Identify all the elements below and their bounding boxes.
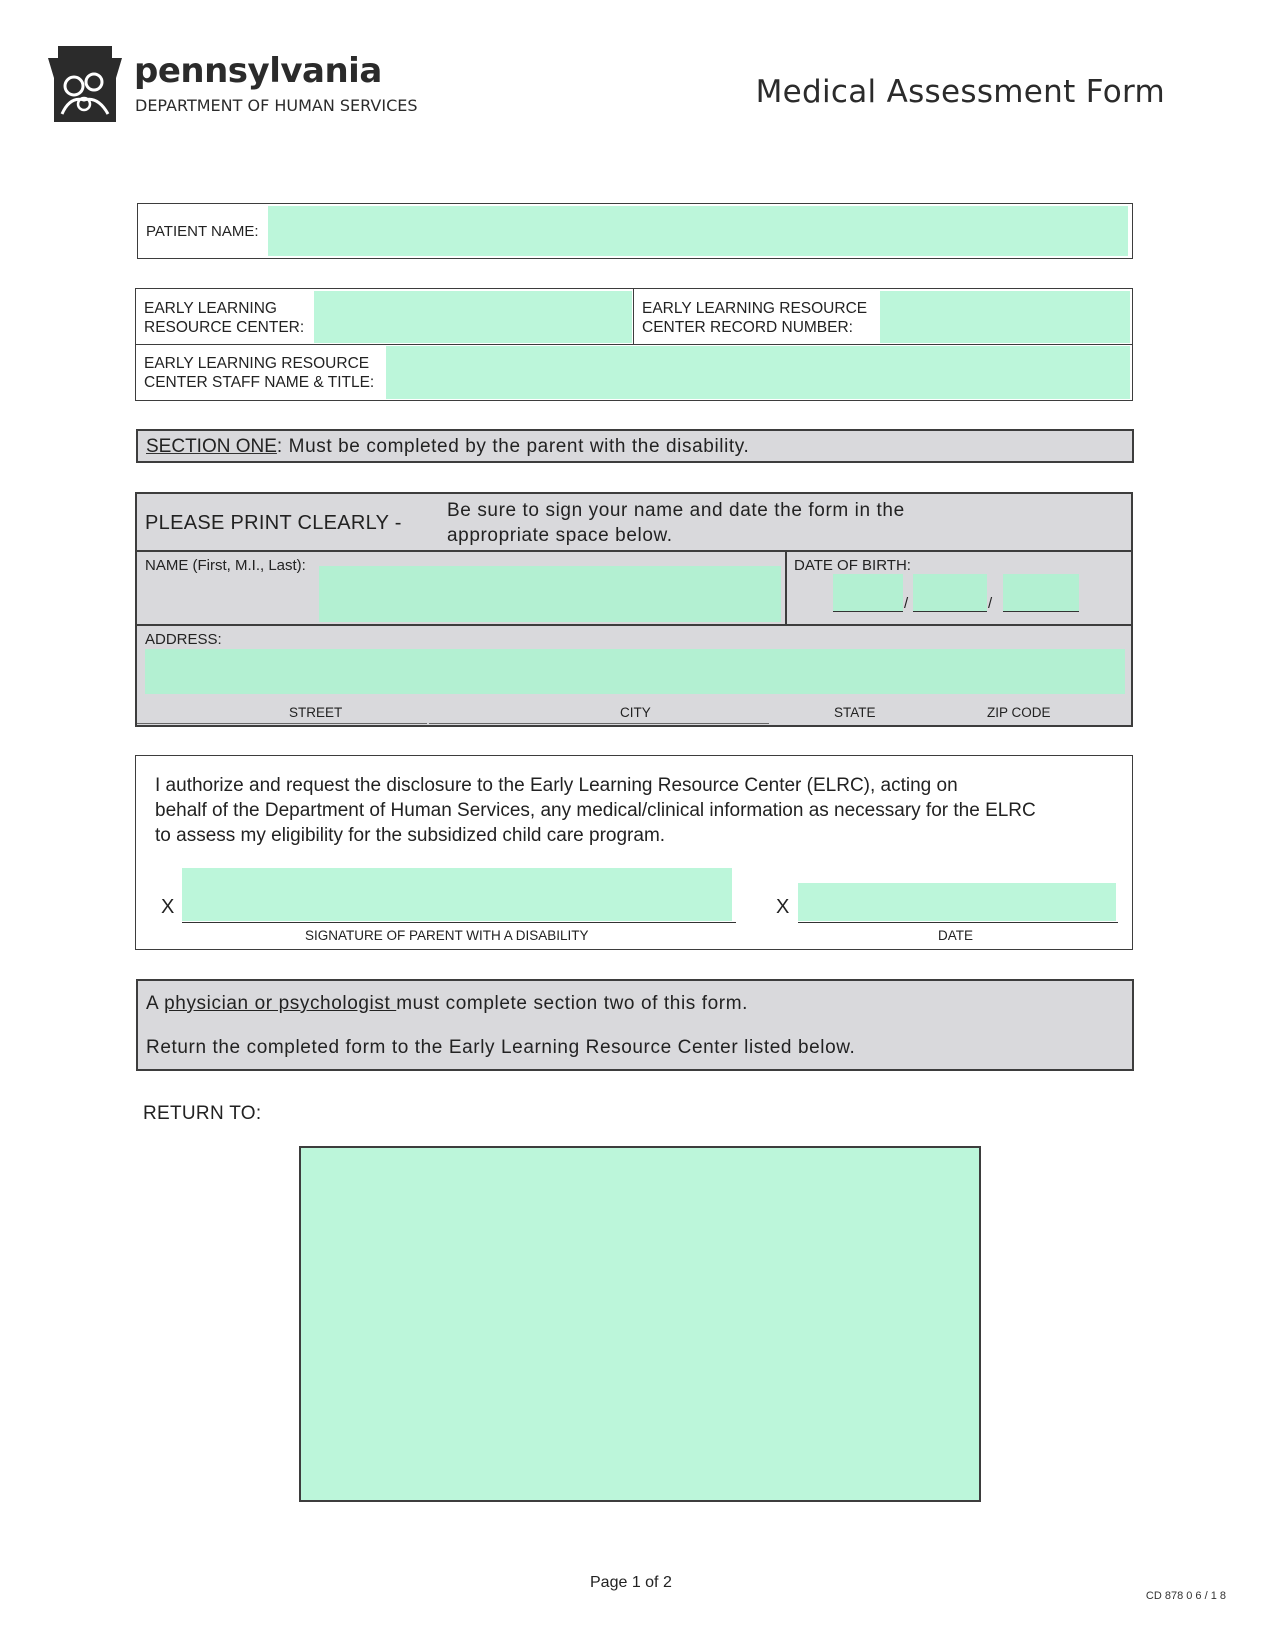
address-label: ADDRESS: [145,631,222,648]
elrc-center-label-line1: EARLY LEARNING [144,300,277,317]
elrc-center-input[interactable] [314,291,632,343]
elrc-staff-name-title-input[interactable] [386,346,1130,399]
dob-separator-1: / [904,595,909,612]
elrc-staff-label-line2: CENTER STAFF NAME & TITLE: [144,374,375,391]
dob-month-input[interactable] [833,574,903,612]
elrc-staff-label [144,354,374,392]
authorization-text [155,773,1036,848]
patient-name-label: PATIENT NAME: [146,223,259,240]
patient-name-row [137,203,1133,259]
elrc-record-label-line1: EARLY LEARNING RESOURCE [642,300,868,317]
section-one-heading: SECTION ONE [146,436,277,457]
date-line [798,922,1118,923]
date-caption: DATE [938,928,974,943]
signature-line [182,922,736,923]
keystone-family-icon [44,44,126,126]
address-underline-2 [429,723,769,724]
elrc-record-label [642,299,867,337]
form-title: Medical Assessment Form [755,74,1165,110]
signature-caption: SIGNATURE OF PARENT WITH A DISABILITY [305,928,589,943]
authorization-line3: to assess my eligibility for the subsidized child care program. [155,825,666,846]
address-city-caption: CITY [620,705,651,720]
elrc-column-divider [633,289,634,344]
signature-x-mark: X [161,896,175,918]
physician-notice-line1 [146,993,748,1015]
parent-signature-input[interactable] [182,868,732,921]
divider-h1 [137,550,1131,552]
address-zip-caption: ZIP CODE [987,705,1051,720]
authorization-line2: behalf of the Department of Human Services, any medical/clinical information as necessary for the ELRC [155,800,1036,821]
logo-department-name: DEPARTMENT OF HUMAN SERVICES [135,96,418,115]
dob-label: DATE OF BIRTH: [794,557,911,574]
sign-instruction-line1: Be sure to sign your name and date the form in the [447,500,905,521]
divider-v1 [785,550,787,624]
return-to-address-input[interactable] [299,1146,981,1502]
dob-year-input[interactable] [1003,574,1079,612]
dob-separator-2: / [988,595,993,612]
address-input[interactable] [145,649,1125,694]
section-one-banner [136,429,1134,463]
elrc-center-label [144,299,304,337]
form-code: CD 878 0 6 / 1 8 [1145,1590,1226,1602]
patient-name-input[interactable] [268,206,1128,256]
sign-instruction-line2: appropriate space below. [447,525,673,546]
address-state-caption: STATE [834,705,876,720]
physician-notice-line2: Return the completed form to the Early Learning Resource Center listed below. [146,1037,856,1058]
parent-info-box [135,492,1133,727]
address-underline-1 [137,723,427,724]
authorization-line1: I authorize and request the disclosure to the Early Learning Resource Center (ELRC), acting on [155,775,958,796]
notice-suffix: must complete section two of this form. [396,993,749,1014]
notice-physician-psychologist: physician or psychologist [164,993,397,1014]
section-one-text [146,436,749,458]
authorization-box [135,755,1133,950]
elrc-staff-label-line1: EARLY LEARNING RESOURCE [144,355,370,372]
parent-name-label: NAME (First, M.I., Last): [145,557,306,574]
elrc-record-number-input[interactable] [880,291,1130,343]
elrc-center-label-line2: RESOURCE CENTER: [144,319,305,336]
section-one-instruction: : Must be completed by the parent with the disability. [276,436,750,457]
elrc-record-label-line2: CENTER RECORD NUMBER: [642,319,853,336]
page-number: Page 1 of 2 [590,1574,672,1591]
dhs-logo [44,44,444,126]
elrc-info-table [135,288,1133,401]
please-print-label: PLEASE PRINT CLEARLY - [145,512,402,534]
logo-state-name: pennsylvania [134,51,382,91]
sign-instruction [447,498,905,548]
return-to-label: RETURN TO: [143,1103,262,1124]
signature-date-input[interactable] [798,883,1116,921]
physician-notice-banner [136,979,1134,1071]
notice-prefix: A [146,993,165,1014]
elrc-row-divider [136,344,1132,345]
address-street-caption: STREET [289,705,343,720]
divider-h2 [137,624,1131,626]
dob-day-input[interactable] [913,574,987,612]
parent-name-input[interactable] [319,566,781,622]
date-x-mark: X [776,896,790,918]
